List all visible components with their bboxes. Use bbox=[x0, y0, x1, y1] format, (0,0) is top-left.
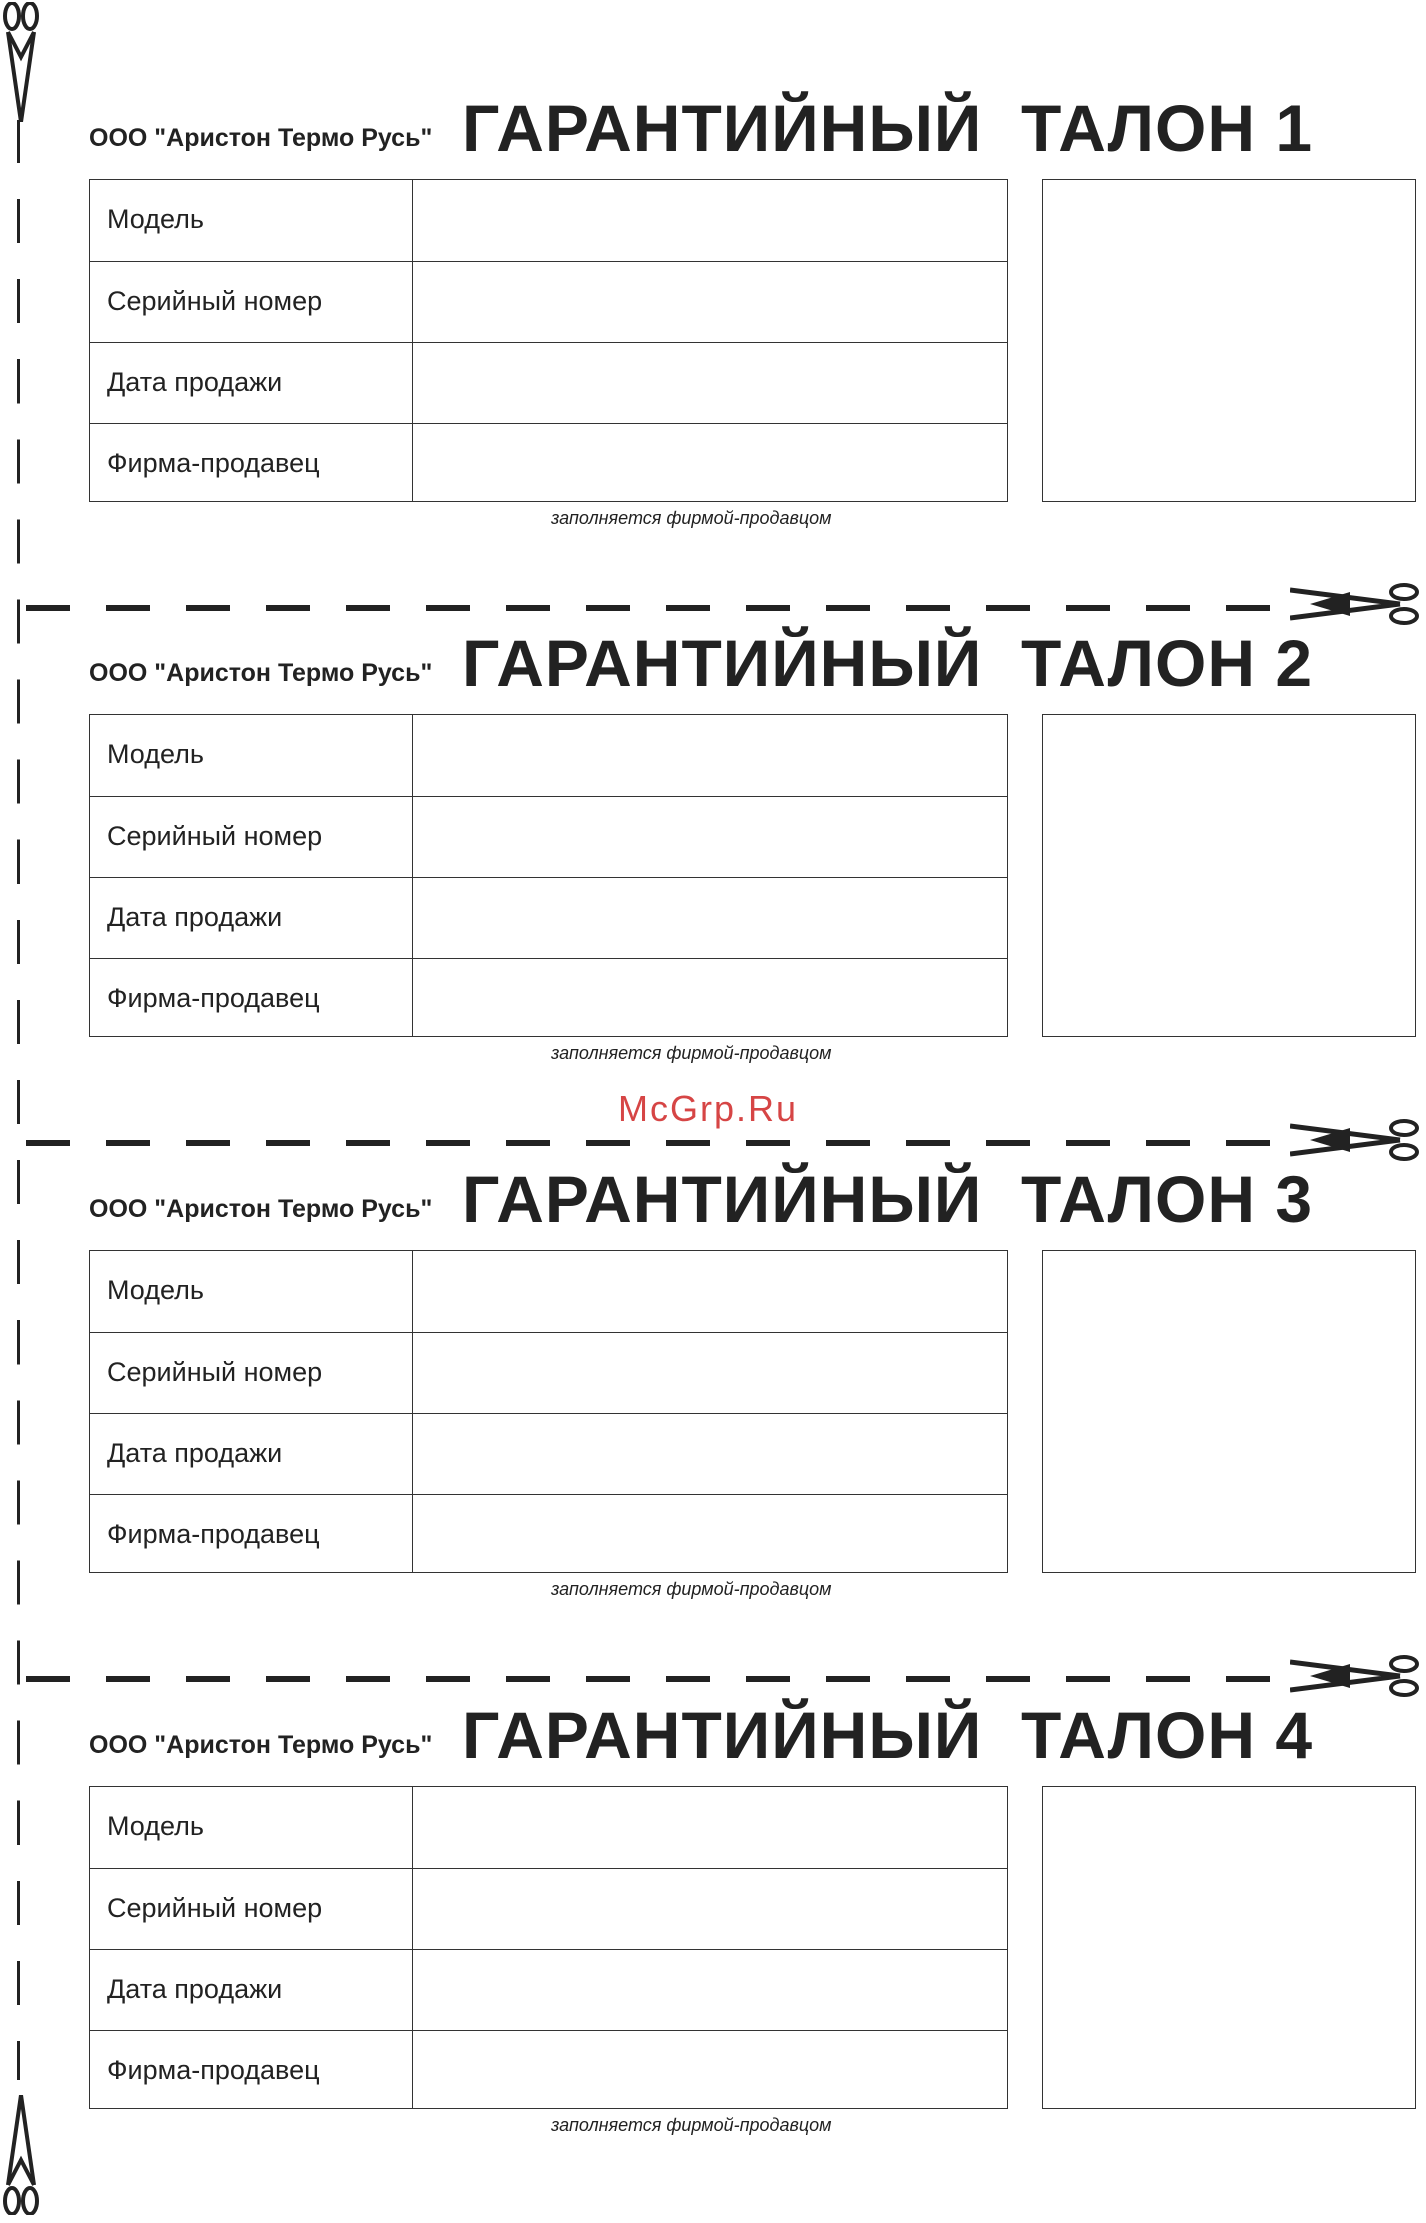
watermark: McGrp.Ru bbox=[618, 1088, 799, 1129]
coupon-table bbox=[89, 714, 1008, 1037]
table-row-serial bbox=[90, 261, 1007, 342]
table-row-seller bbox=[90, 423, 1007, 504]
coupon-title: ГАРАНТИЙНЫЙ ТАЛОН 2 bbox=[462, 626, 1314, 700]
table-row-model bbox=[90, 715, 1007, 796]
field-label: Серийный номер bbox=[107, 1357, 323, 1387]
coupon-title: ГАРАНТИЙНЫЙ ТАЛОН 3 bbox=[462, 1162, 1314, 1236]
table-row-sale-date bbox=[90, 1413, 1007, 1494]
company-name: ООО "Аристон Термо Русь" bbox=[89, 659, 433, 687]
coupon-table bbox=[89, 179, 1008, 502]
field-label: Модель bbox=[107, 1811, 204, 1841]
table-row-model bbox=[90, 180, 1007, 261]
table-row-model bbox=[90, 1251, 1007, 1332]
company-name: ООО "Аристон Термо Русь" bbox=[89, 124, 433, 152]
coupon-title: ГАРАНТИЙНЫЙ ТАЛОН 4 bbox=[462, 1698, 1314, 1772]
table-row-serial bbox=[90, 1868, 1007, 1949]
table-row-seller bbox=[90, 958, 1007, 1039]
field-label: Дата продажи bbox=[107, 902, 283, 932]
fill-note: заполняется фирмой-продавцом bbox=[551, 2115, 832, 2135]
field-label: Модель bbox=[107, 204, 204, 234]
company-name: ООО "Аристон Термо Русь" bbox=[89, 1731, 433, 1759]
coupon-title: ГАРАНТИЙНЫЙ ТАЛОН 1 bbox=[462, 91, 1314, 165]
table-row-seller bbox=[90, 2030, 1007, 2111]
stamp-box bbox=[1042, 179, 1416, 502]
field-label: Дата продажи bbox=[107, 367, 283, 397]
field-label: Серийный номер bbox=[107, 821, 323, 851]
field-label: Фирма-продавец bbox=[107, 1519, 320, 1549]
warranty-coupon-4 bbox=[0, 1679, 1426, 2215]
table-row-model bbox=[90, 1787, 1007, 1868]
field-label: Фирма-продавец bbox=[107, 983, 320, 1013]
field-label: Фирма-продавец bbox=[107, 448, 320, 478]
fill-note: заполняется фирмой-продавцом bbox=[551, 508, 832, 528]
stamp-box bbox=[1042, 714, 1416, 1037]
table-row-serial bbox=[90, 1332, 1007, 1413]
table-row-sale-date bbox=[90, 877, 1007, 958]
field-label: Дата продажи bbox=[107, 1974, 283, 2004]
field-label: Серийный номер bbox=[107, 286, 323, 316]
stamp-box bbox=[1042, 1250, 1416, 1573]
warranty-coupon-3 bbox=[0, 1143, 1426, 1679]
table-row-sale-date bbox=[90, 1949, 1007, 2030]
field-label: Серийный номер bbox=[107, 1893, 323, 1923]
field-label: Фирма-продавец bbox=[107, 2055, 320, 2085]
warranty-coupon-2 bbox=[0, 607, 1426, 1143]
table-row-serial bbox=[90, 796, 1007, 877]
coupon-table bbox=[89, 1786, 1008, 2109]
field-label: Модель bbox=[107, 1275, 204, 1305]
warranty-coupon-1 bbox=[0, 72, 1426, 608]
table-row-seller bbox=[90, 1494, 1007, 1575]
fill-note: заполняется фирмой-продавцом bbox=[551, 1043, 832, 1063]
coupon-table bbox=[89, 1250, 1008, 1573]
table-row-sale-date bbox=[90, 342, 1007, 423]
fill-note: заполняется фирмой-продавцом bbox=[551, 1579, 832, 1599]
company-name: ООО "Аристон Термо Русь" bbox=[89, 1195, 433, 1223]
field-label: Модель bbox=[107, 739, 204, 769]
field-label: Дата продажи bbox=[107, 1438, 283, 1468]
stamp-box bbox=[1042, 1786, 1416, 2109]
